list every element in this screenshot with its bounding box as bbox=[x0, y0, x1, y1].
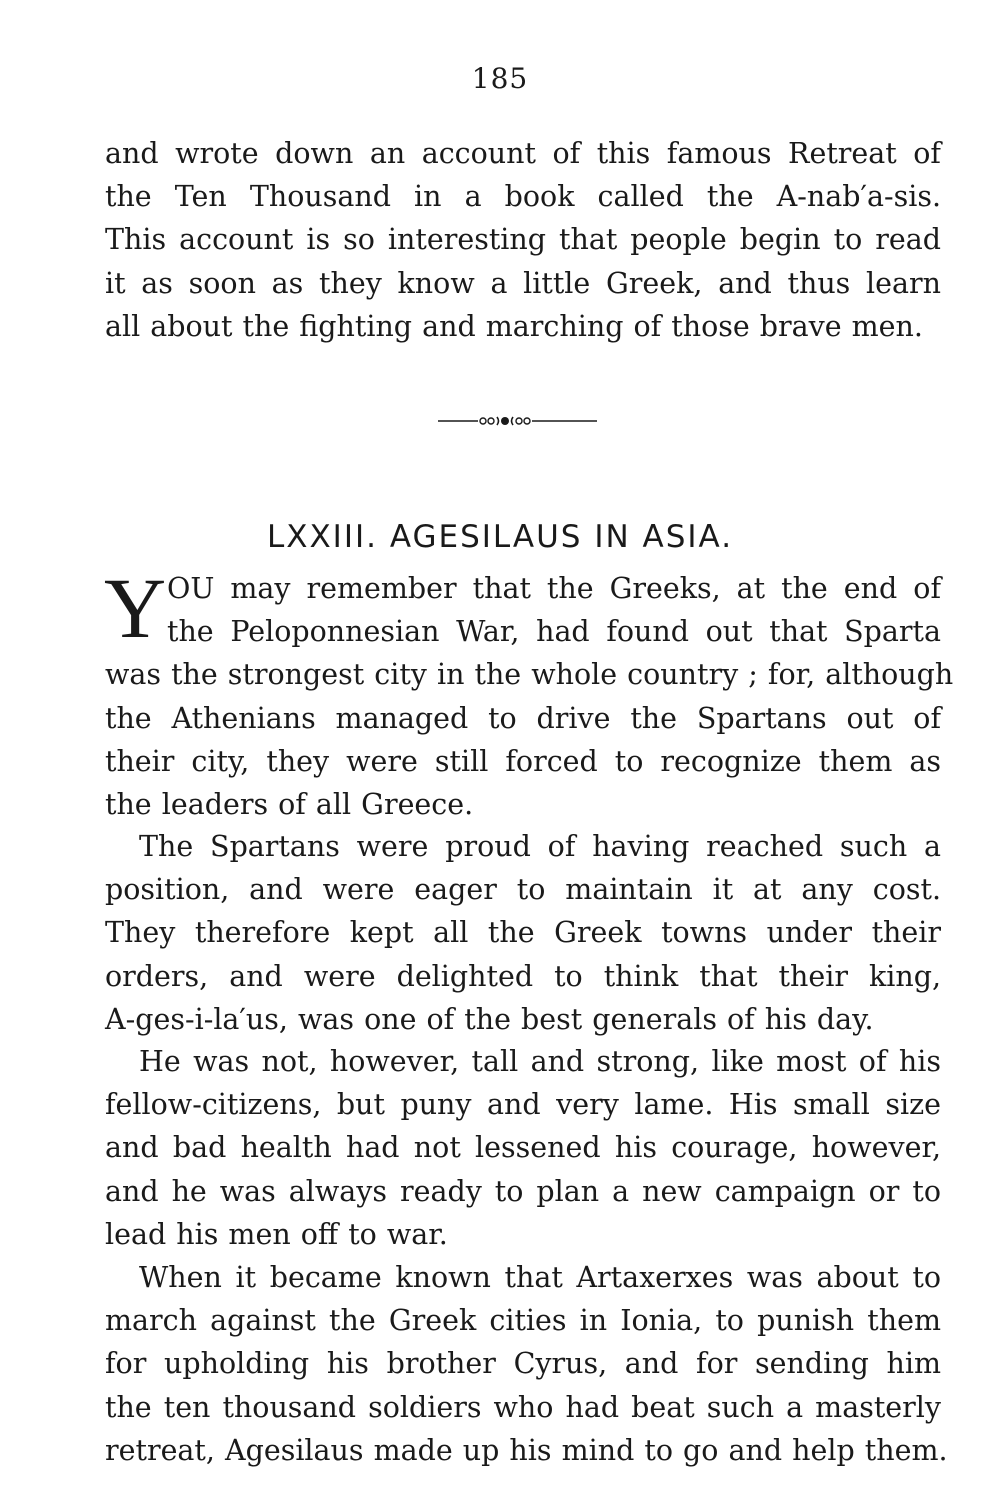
text-line: This account is so interesting that people begin to read bbox=[105, 223, 941, 257]
text-line: march against the Greek cities in Ionia, to punish them bbox=[105, 1304, 941, 1338]
text-line: lead his men off to war. bbox=[105, 1217, 448, 1251]
text-line: fellow-citizens, but puny and very lame. His small size bbox=[105, 1088, 941, 1122]
text-line: They therefore kept all the Greek towns under their bbox=[105, 916, 941, 950]
chapter-paragraph bbox=[105, 1040, 941, 1256]
chapter-paragraph bbox=[104, 560, 954, 826]
text-line: and bad health had not lessened his courage, however, bbox=[105, 1131, 941, 1165]
text-line: When it became known that Artaxerxes was about to bbox=[139, 1261, 941, 1294]
chapter-paragraph bbox=[105, 1256, 948, 1472]
text-line: the Athenians managed to drive the Spartans out of bbox=[105, 701, 941, 735]
text-line: The Spartans were proud of having reached such a bbox=[139, 830, 941, 863]
text-line: position, and were eager to maintain it at any cost. bbox=[105, 873, 941, 907]
chapter-title: LXXIII. AGESILAUS IN ASIA. bbox=[266, 518, 734, 555]
text-line: the Ten Thousand in a book called the A-nab′a-sis. bbox=[105, 180, 941, 214]
text-line: orders, and were delighted to think that their king, bbox=[105, 959, 941, 993]
text-line: it as soon as they know a little Greek, and thus learn bbox=[105, 266, 941, 300]
text-line: the leaders of all Greece. bbox=[105, 788, 474, 822]
text-line: and wrote down an account of this famous Retreat of bbox=[105, 137, 941, 170]
text-line: and he was always ready to plan a new campaign or to bbox=[105, 1174, 941, 1208]
text-line: all about the fighting and marching of those brave men. bbox=[105, 309, 923, 343]
drop-cap: Y bbox=[104, 560, 167, 656]
chapter-paragraph bbox=[105, 825, 941, 1041]
intro-paragraph bbox=[105, 132, 941, 348]
text-line: was the strongest city in the whole country ; for, although bbox=[105, 658, 954, 692]
text-line: the Peloponnesian War, had found out that Sparta bbox=[167, 615, 941, 649]
page-number: 185 bbox=[471, 62, 529, 95]
text-line: He was not, however, tall and strong, like most of his bbox=[139, 1045, 941, 1078]
text-line: retreat, Agesilaus made up his mind to go and help them. bbox=[105, 1433, 948, 1467]
ornamental-divider-icon bbox=[0, 410, 1000, 432]
text-line: OU may remember that the Greeks, at the end of bbox=[167, 572, 941, 605]
text-line: for upholding his brother Cyrus, and for sending him bbox=[105, 1347, 941, 1381]
text-line: A-ges-i-la′us, was one of the best generals of his day. bbox=[105, 1002, 874, 1036]
text-line: their city, they were still forced to recognize them as bbox=[105, 744, 941, 778]
text-line: the ten thousand soldiers who had beat such a masterly bbox=[105, 1390, 941, 1424]
